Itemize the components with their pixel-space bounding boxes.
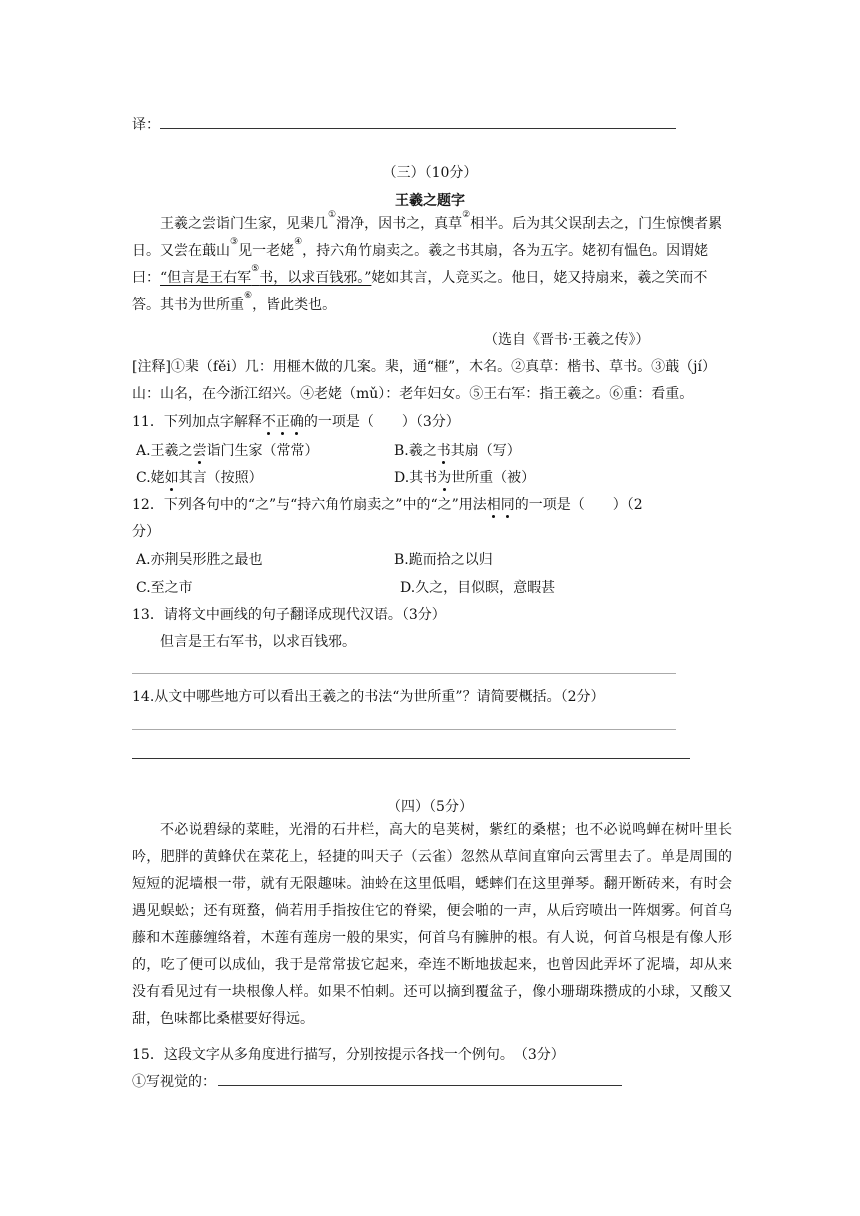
q11-stem: 11．下列加点字解释不正确的一项是（ ）（3分） (132, 414, 460, 430)
q15-item-1-label: ①写视觉的： (132, 1074, 216, 1090)
section4-passage: 不必说碧绿的菜畦，光滑的石井栏，高大的皂荚树，紫红的桑椹；也不必说鸣蝉在树叶里长吟，肥胖的黄蜂伏在菜花上，轻捷的叫天子（云雀）忽然从草间直窜向云霄里去了。单是周围的短短的泥墙根一带，就有无限趣味。油蛉在这里低唱，蟋蟀们在这里弹琴。翻开断砖来，有时会遇见蜈蚣；还有斑蝥，倘若用手指按住它的脊梁，便会啪的一声，从后窍喷出一阵烟雾。何首乌藤和木莲藤缠络着，木莲有莲房一般的果实，何首乌有臃肿的根。有人说，何首乌根是有像人形的，吃了便可以成仙，我于是常常拔它起来，牵连不断地拔起来，也曾因此弄坏了泥墙，却从来没有看见过有一块根像人样。如果不怕刺。还可以摘到覆盆子，像小珊瑚珠攒成的小球，又酸又甜，色味都比桑椹要好得远。 (132, 822, 732, 1027)
q11-option-c[interactable]: C.姥如其言（按照） (136, 470, 263, 486)
q15-item-1-answer-line[interactable] (218, 1085, 622, 1086)
q13-stem: 13．请将文中画线的句子翻译成现代汉语。（3分） (132, 607, 446, 623)
underlined-sentence: “但言是王右军⑤书，以求百钱邪。” (160, 264, 372, 286)
section3-passage: 王羲之尝诣门生家，见棐几①滑净，因书之，真草②相半。后为其父误刮去之，门生惊懊者累日。又尝在蕺山③见一老姥④，持六角竹扇卖之。羲之书其扇，各为五字。姥初有愠色。因谓姥曰：“但言是王右军⑤书，以求百钱邪。”姥如其言，人竞买之。他日，姥又持扇来，羲之笑而不答。其书为世所重⑥，皆此类也。 (132, 210, 723, 313)
notes-line-2: 山：山名，在今浙江绍兴。④老姥（mǔ）：老年妇女。⑤王右军：指王羲之。⑥重：看重。 (132, 386, 694, 402)
q12-stem: 12．下列各句中的“之”与“持六角竹扇卖之”中的“之”用法相同的一项是（ ）（2 (132, 497, 643, 513)
q12-option-b[interactable]: B.跪而拾之以归 (394, 552, 493, 568)
q14-stem: 14.从文中哪些地方可以看出王羲之的书法“为世所重”？请简要概括。（2分） (132, 689, 605, 705)
q14-answer-line-2[interactable] (132, 758, 690, 759)
q15-stem: 15．这段文字从多角度进行描写，分别按提示各找一个例句。 （3分） (132, 1047, 565, 1063)
q12-option-a[interactable]: A.亦荆吴形胜之最也 (136, 552, 263, 568)
section4-heading: （四）（5分） (387, 799, 473, 815)
source-citation: （选自《晋书·王羲之传》） (484, 332, 650, 348)
q13-answer-line[interactable] (132, 673, 676, 674)
translation-answer-line[interactable] (160, 128, 676, 129)
q12-stem-cont: 分） (132, 524, 160, 540)
q12-option-c[interactable]: C.至之市 (136, 580, 193, 596)
translation-label: 译： (132, 117, 160, 133)
section3-heading: （三）（10分） (382, 165, 478, 181)
q14-answer-line-1[interactable] (132, 729, 676, 730)
section3-title: 王羲之题字 (395, 193, 465, 209)
q12-option-d[interactable]: D.久之，目似瞑，意暇甚 (400, 580, 556, 596)
q11-option-a[interactable]: A.王羲之尝诣门生家（常常） (136, 443, 319, 459)
q11-option-b[interactable]: B.羲之书其扇（写） (394, 443, 521, 459)
q13-sentence: 但言是王右军书，以求百钱邪。 (160, 634, 356, 650)
notes-line-1: [注释]①棐（fěi）几：用榧木做的几案。棐，通“榧”，木名。②真草：楷书、草书。③蕺（jí） (132, 359, 716, 375)
q11-option-d[interactable]: D.其书为世所重（被） (394, 470, 536, 486)
